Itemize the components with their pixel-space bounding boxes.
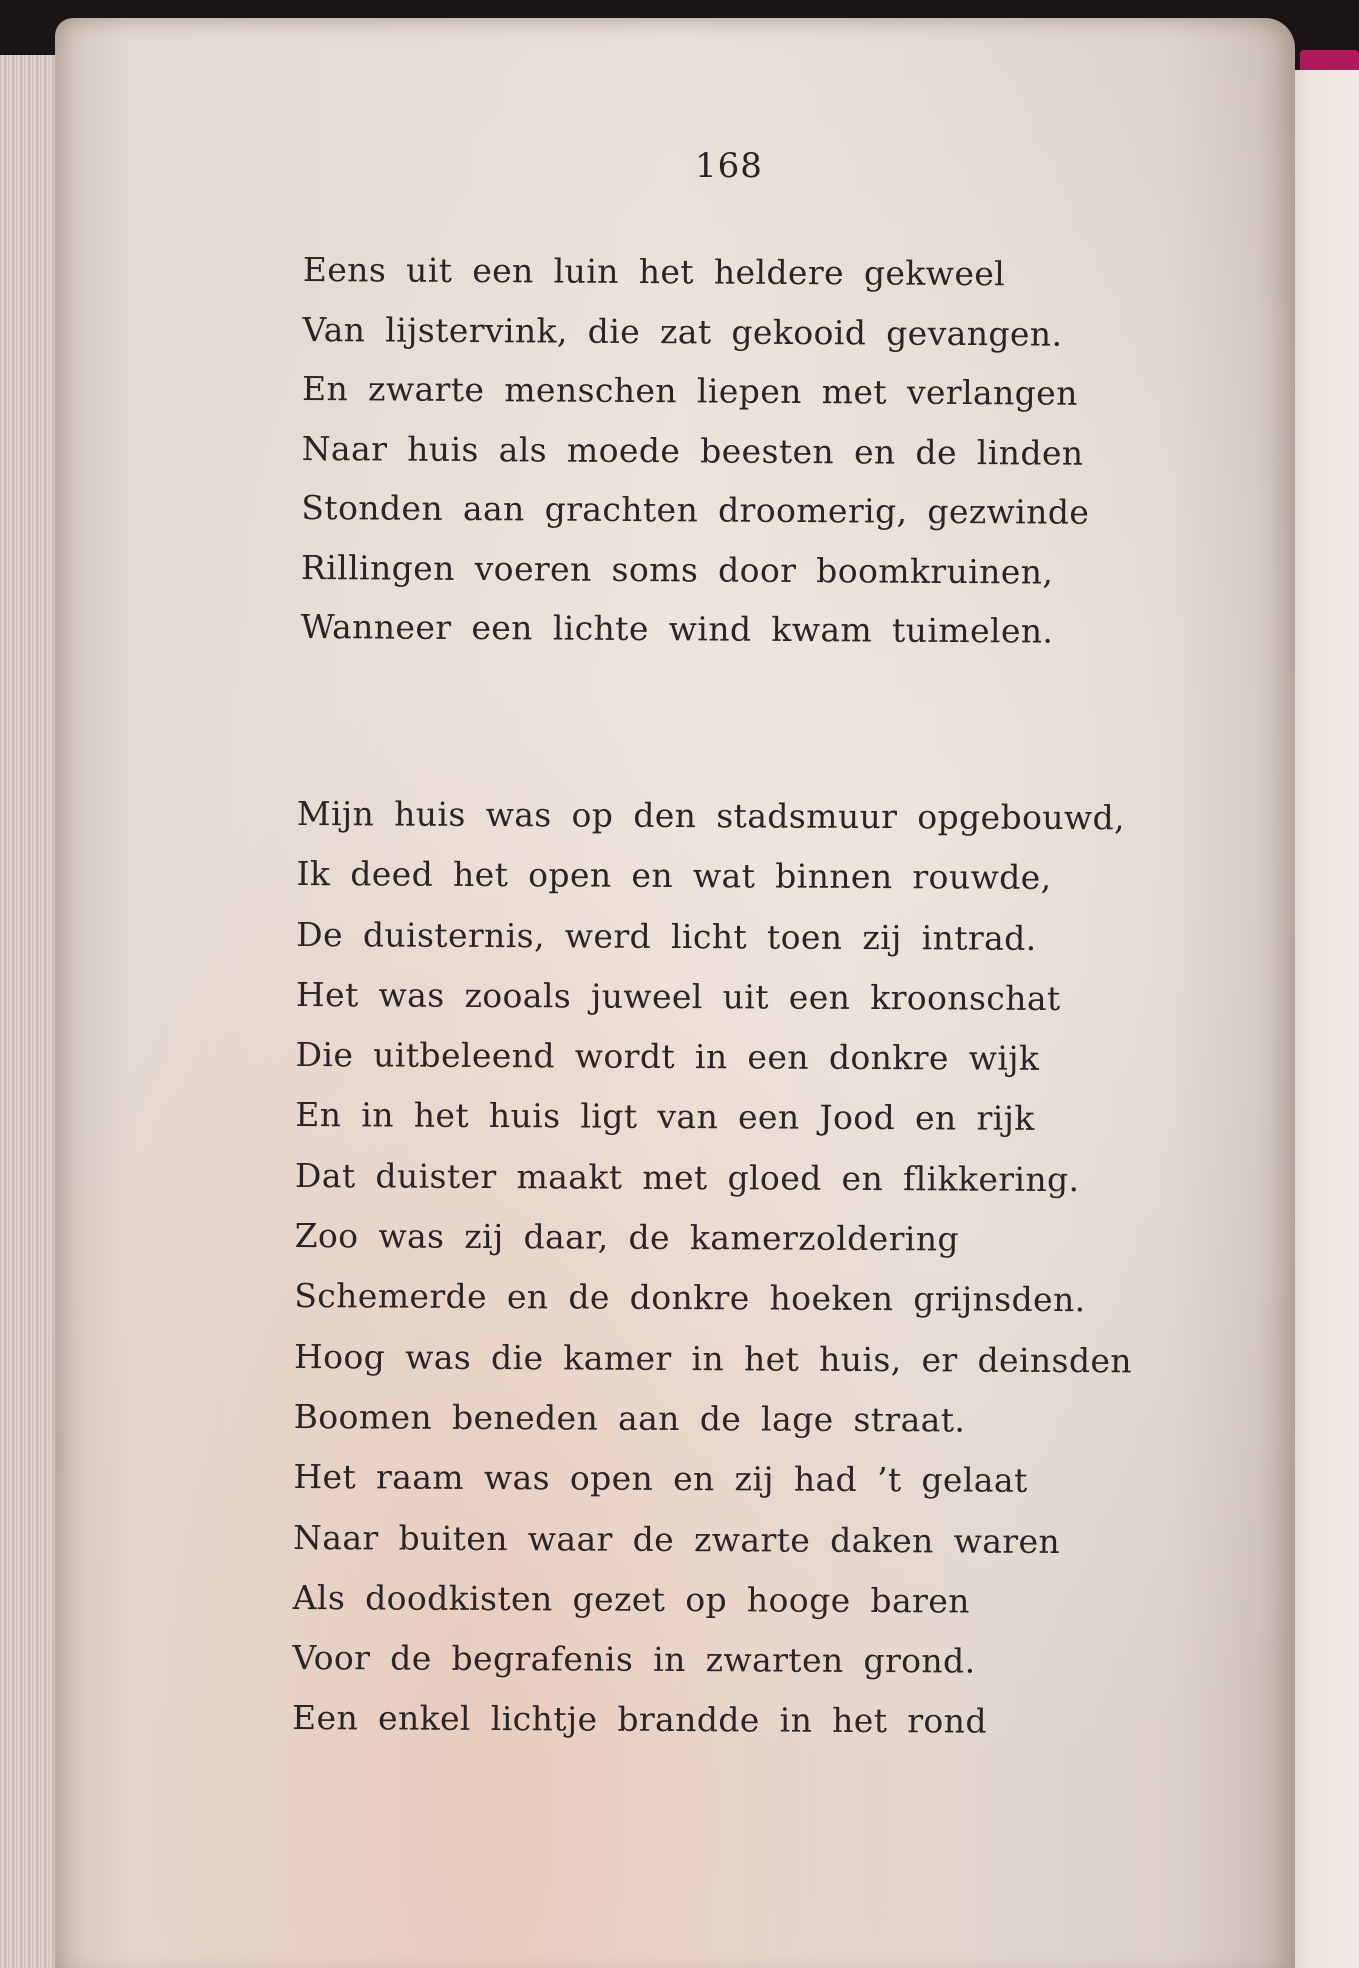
stanza-2 [292,784,1135,1753]
poem-line: Het raam was open en zij had ’t gelaat [293,1457,1028,1501]
poem-line: Het was zooals juweel uit een kroonschat [295,974,1061,1018]
poem-line: Zoo was zij daar, de kamerzoldering [294,1216,960,1259]
poem-line: Mijn huis was op den stadsmuur opgebouwd, [296,793,1126,838]
poem-line: Voor de begrafenis in zwarten grond. [292,1638,976,1681]
stanza-1 [300,240,1090,661]
poem-line: Boomen beneden aan de lage straat. [293,1396,966,1440]
poem-line: Naar huis als moede beesten en de linden [301,428,1084,473]
poem-line: Ik deed het open en wat binnen rouwde, [296,854,1052,898]
poem-line: Stonden aan grachten droomerig, gezwinde [301,487,1090,532]
poem-line: Schemerde en de donkre hoeken grijnsden. [294,1276,1086,1320]
poem-line: En zwarte menschen liepen met verlangen [301,368,1078,413]
poem-line: Wanneer een lichte wind kwam tuimelen. [300,606,1054,651]
poem-line: De duisternis, werd licht toen zij intrad. [296,914,1037,958]
poem-line: Die uitbeleend wordt in een donkre wijk [295,1035,1040,1079]
book-page [55,18,1295,1968]
poem-line: Dat duister maakt met gloed en flikkering. [294,1155,1080,1199]
page-number: 168 [695,146,763,186]
poem-line: En in het huis ligt van een Jood en rijk [295,1095,1035,1139]
poem-line: Hoog was die kamer in het huis, er deinsden [293,1336,1133,1381]
poem-line: Van lijstervink, die zat gekooid gevangen. [302,309,1063,354]
poem-line: Naar buiten waar de zwarte daken waren [292,1517,1061,1561]
poem-line: Als doodkisten gezet op hooge baren [292,1577,970,1621]
poem-line: Eens uit een luin het heldere gekweel [302,249,1006,294]
poem-line: Rillingen voeren soms door boomkruinen, [300,547,1054,592]
poem-line: Een enkel lichtje brandde in het rond [292,1698,988,1742]
